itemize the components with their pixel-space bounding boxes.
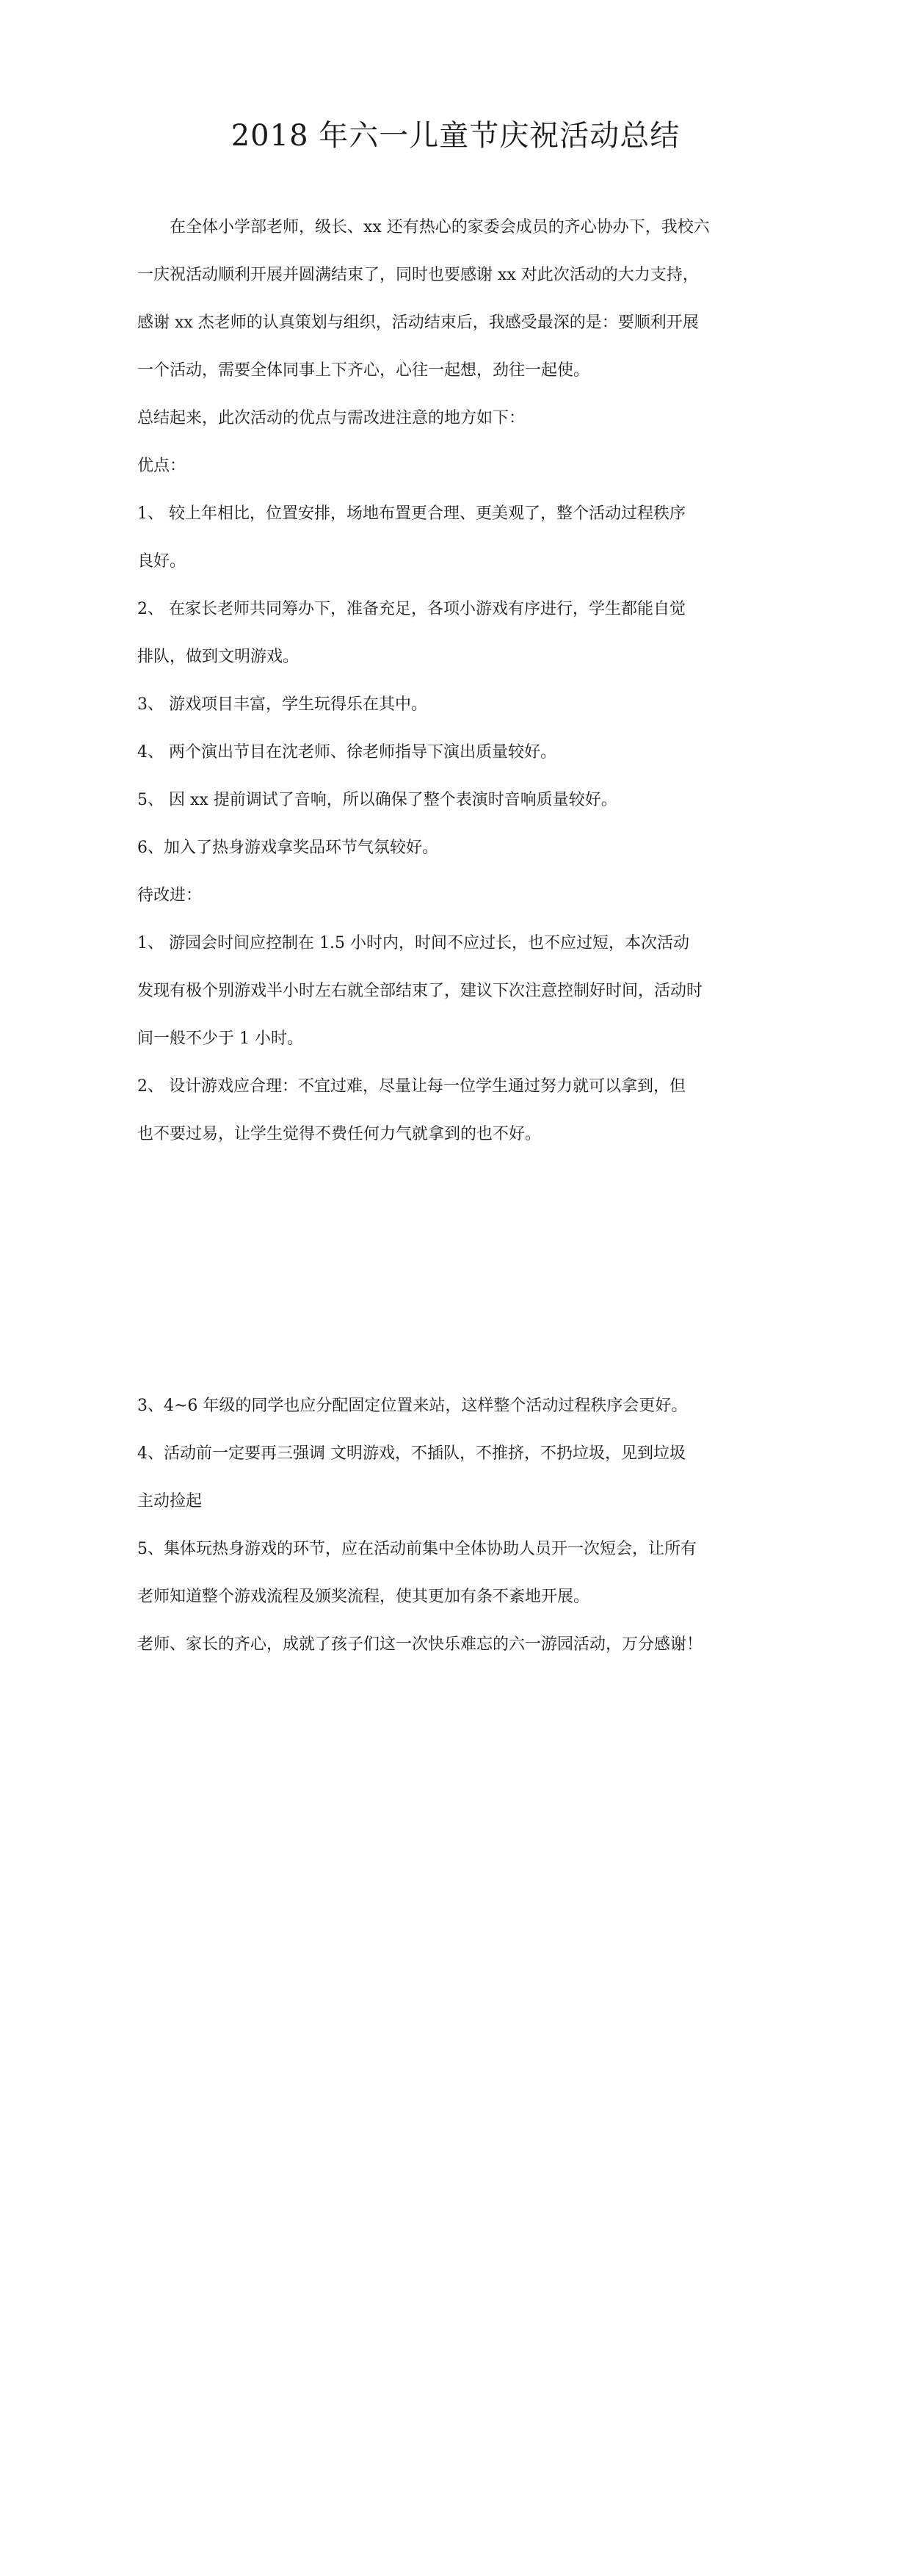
section-heading-improvements: 待改进： <box>137 886 203 905</box>
list-item: 1、 游园会时间应控制在 1.5 小时内，时间不应过长，也不应过短，本次活动 <box>137 934 689 952</box>
body-line: 主动捡起 <box>137 1492 203 1510</box>
list-item: 6、加入了热身游戏拿奖品环节气氛较好。 <box>137 839 438 857</box>
body-line: 排队，做到文明游戏。 <box>137 648 300 666</box>
body-line: 一个活动，需要全体同事上下齐心，心往一起想，劲往一起使。 <box>137 361 590 380</box>
list-item: 3、 游戏项目丰富，学生玩得乐在其中。 <box>137 695 427 714</box>
body-line: 一庆祝活动顺利开展并圆满结束了，同时也要感谢 xx 对此次活动的大力支持， <box>137 266 699 284</box>
section-heading-advantages: 优点： <box>137 457 186 475</box>
closing-line: 老师、家长的齐心，成就了孩子们这一次快乐难忘的六一游园活动，万分感谢！ <box>137 1635 703 1654</box>
list-item: 5、 因 xx 提前调试了音响，所以确保了整个表演时音响质量较好。 <box>137 791 617 809</box>
body-line: 在全体小学部老师，级长、xx 还有热心的家委会成员的齐心协办下，我校六 <box>137 218 710 236</box>
list-item: 3、4~6 年级的同学也应分配固定位置来站，这样整个活动过程秩序会更好。 <box>137 1397 688 1415</box>
list-item: 5、集体玩热身游戏的环节，应在活动前集中全体协助人员开一次短会，让所有 <box>137 1540 697 1558</box>
document-title: 2018 年六一儿童节庆祝活动总结 <box>231 119 680 153</box>
body-line: 总结起来，此次活动的优点与需改进注意的地方如下： <box>137 409 526 427</box>
body-line: 老师知道整个游戏流程及颁奖流程，使其更加有条不紊地开展。 <box>137 1588 590 1606</box>
body-line: 也不要过易，让学生觉得不费任何力气就拿到的也不好。 <box>137 1125 542 1143</box>
list-item: 2、 设计游戏应合理：不宜过难，尽量让每一位学生通过努力就可以拿到，但 <box>137 1077 686 1096</box>
list-item: 2、 在家长老师共同筹办下，准备充足，各项小游戏有序进行，学生都能自觉 <box>137 600 686 618</box>
body-line: 良好。 <box>137 552 186 571</box>
body-line: 间一般不少于 1 小时。 <box>137 1030 303 1048</box>
list-item: 4、活动前一定要再三强调 文明游戏，不插队，不推挤，不扔垃圾，见到垃圾 <box>137 1444 686 1463</box>
body-line: 感谢 xx 杰老师的认真策划与组织，活动结束后，我感受最深的是：要顺利开展 <box>137 314 699 332</box>
body-line: 发现有极个别游戏半小时左右就全部结束了，建议下次注意控制好时间，活动时 <box>137 982 703 1000</box>
list-item: 1、 较上年相比，位置安排，场地布置更合理、更美观了，整个活动过程秩序 <box>137 504 686 523</box>
list-item: 4、 两个演出节目在沈老师、徐老师指导下演出质量较好。 <box>137 743 556 761</box>
